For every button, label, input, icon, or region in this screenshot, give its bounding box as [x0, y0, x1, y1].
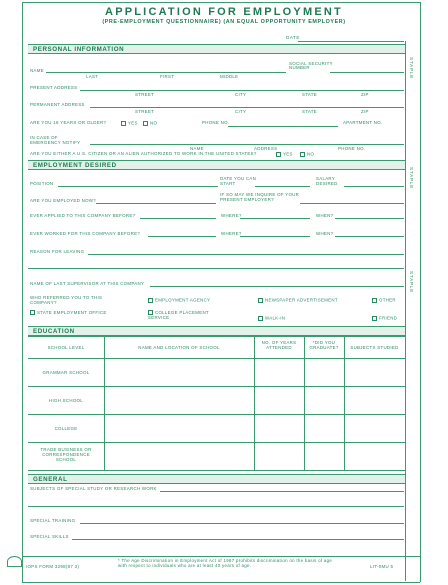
header-school-level: SCHOOL LEVEL	[47, 345, 85, 350]
header-years: NO. OF YEARS ATTENDED	[261, 340, 297, 351]
worked-when-field[interactable]	[335, 236, 404, 237]
row-college: COLLEGE	[54, 426, 78, 431]
age-question: ARE YOU 18 YEARS OR OLDER?	[30, 120, 107, 125]
emergency-field[interactable]	[90, 144, 404, 145]
position-field[interactable]	[58, 186, 218, 187]
bottom-border	[22, 582, 420, 583]
checkbox[interactable]	[121, 121, 126, 126]
special-study-field[interactable]	[160, 491, 404, 492]
reason-leaving-label: REASON FOR LEAVING	[30, 249, 85, 254]
special-study-field-2[interactable]	[28, 506, 404, 507]
middle-sublabel: MIDDLE	[220, 74, 239, 79]
footer-rule	[22, 556, 420, 557]
row-trade-school: TRADE BUSINESS OR CORRESPONDENCE SCHOOL	[40, 447, 92, 463]
checkbox[interactable]	[30, 310, 35, 315]
special-training-label: SPECIAL TRAINING	[30, 518, 76, 523]
newspaper-option[interactable]: NEWSPAPER ADVERTISEMENT	[258, 298, 338, 303]
row-divider	[28, 358, 405, 359]
citizen-question: ARE YOU EITHER A U.S. CITIZEN OR AN ALIEN AUTHORIZED TO WORK IN THE UNITED STATES?	[30, 151, 257, 156]
last-sublabel: LAST	[86, 74, 99, 79]
right-border	[420, 2, 421, 582]
left-border	[22, 2, 23, 582]
emergency-label: IN CASE OF EMERGENCY NOTIFY	[30, 135, 81, 145]
first-sublabel: FIRST	[160, 74, 175, 79]
present-address-field[interactable]	[80, 90, 404, 91]
worked-before-field[interactable]	[148, 236, 216, 237]
staple-label: STAPLE	[409, 57, 414, 80]
salary-label: SALARY DESIRED	[316, 176, 338, 186]
age-yes[interactable]: YES	[121, 121, 138, 126]
row-divider	[28, 386, 405, 387]
applied-where-label: WHERE?	[221, 213, 242, 218]
form-logo-icon	[7, 556, 22, 567]
employment-agency-option[interactable]: EMPLOYMENT AGENCY	[148, 298, 210, 303]
staple-label: STAPLE	[409, 271, 414, 294]
checkbox[interactable]	[300, 152, 305, 157]
inquire-field[interactable]	[300, 203, 404, 204]
employed-now-label: ARE YOU EMPLOYED NOW?	[30, 198, 96, 203]
reason-leaving-field[interactable]	[88, 254, 404, 255]
checkbox[interactable]	[143, 121, 148, 126]
present-address-label: PRESENT ADDRESS	[30, 85, 78, 90]
special-skills-label: SPECIAL SKILLS	[30, 534, 69, 539]
age-disclaimer: * The Age Discrimination in Employment Act of 1967 prohibits discrimination on the basis of age with respect to individuals who are at least 40 years of age.	[118, 558, 333, 569]
applied-before-field[interactable]	[140, 218, 216, 219]
last-supervisor-label: NAME OF LAST SUPERVISOR AT THIS COMPANY	[30, 281, 145, 286]
salary-field[interactable]	[344, 186, 404, 187]
form-subtitle: (PRE-EMPLOYMENT QUESTIONNAIRE) (AN EQUAL OPPORTUNITY EMPLOYER)	[102, 19, 346, 25]
applied-before-label: EVER APPLIED TO THIS COMPANY BEFORE?	[30, 213, 136, 218]
checkbox[interactable]	[148, 298, 153, 303]
city-sublabel: CITY	[235, 92, 247, 97]
worked-before-label: EVER WORKED FOR THIS COMPANY BEFORE?	[30, 231, 141, 236]
form-title: APPLICATION FOR EMPLOYMENT	[105, 6, 343, 18]
permanent-address-field[interactable]	[90, 107, 404, 108]
date-label: DATE	[286, 35, 300, 40]
walk-in-option[interactable]: WALK-IN	[258, 316, 285, 321]
row-divider	[28, 414, 405, 415]
citizen-no[interactable]: NO	[300, 152, 314, 157]
row-high-school: HIGH SCHOOL	[48, 398, 84, 403]
header-subjects: SUBJECTS STUDIED	[350, 345, 399, 350]
name-label: NAME	[30, 68, 44, 73]
date-field[interactable]	[298, 41, 404, 42]
state-sublabel: STATE	[302, 92, 317, 97]
applied-when-label: WHEN?	[316, 213, 334, 218]
form-number: IOPS FORM 3298(87 3)	[26, 564, 80, 569]
special-study-label: SUBJECTS OF SPECIAL STUDY OR RESEARCH WORK	[30, 486, 157, 491]
education-header: EDUCATION	[28, 326, 405, 336]
street-sublabel: STREET	[135, 109, 155, 114]
apartment-label: APARTMENT NO.	[343, 120, 383, 125]
margin-rule	[405, 41, 406, 581]
col-divider	[304, 337, 305, 470]
checkbox[interactable]	[276, 152, 281, 157]
ssn-field[interactable]	[330, 72, 404, 73]
city-sublabel: CITY	[235, 109, 247, 114]
last-supervisor-field[interactable]	[150, 286, 404, 287]
personal-info-header: PERSONAL INFORMATION	[28, 44, 405, 54]
applied-when-field[interactable]	[335, 218, 404, 219]
emergency-phone-sublabel: PHONE NO.	[338, 146, 366, 151]
general-header: GENERAL	[28, 474, 405, 484]
col-divider	[344, 337, 345, 470]
col-divider	[254, 337, 255, 470]
reason-leaving-field-2[interactable]	[28, 268, 404, 269]
employed-now-field[interactable]	[96, 203, 216, 204]
inquire-label: IF SO MAY WE INQUIRE OF YOUR PRESENT EMPLOYER?	[220, 192, 300, 202]
form-code: LIT-0MU 5	[370, 564, 394, 569]
applied-where-field[interactable]	[240, 218, 310, 219]
special-skills-field[interactable]	[72, 539, 404, 540]
worked-where-label: WHERE?	[221, 231, 242, 236]
position-label: POSITION	[30, 181, 54, 186]
checkbox[interactable]	[372, 298, 377, 303]
age-no[interactable]: NO	[143, 121, 157, 126]
other-option[interactable]: OTHER	[372, 298, 396, 303]
zip-sublabel: ZIP	[361, 109, 369, 114]
row-divider	[28, 442, 405, 443]
checkbox[interactable]	[258, 298, 263, 303]
worked-when-label: WHEN?	[316, 231, 334, 236]
phone-label: PHONE NO.	[202, 120, 230, 125]
date-start-label: DATE YOU CAN START	[220, 176, 257, 186]
emergency-address-sublabel: ADDRESS	[254, 146, 278, 151]
staple-label: STAPLE	[409, 167, 414, 190]
street-sublabel: STREET	[135, 92, 155, 97]
phone-field[interactable]	[228, 126, 338, 127]
worked-where-field[interactable]	[240, 236, 310, 237]
employment-desired-header: EMPLOYMENT DESIRED	[28, 160, 405, 170]
college-placement-option[interactable]: COLLEGE PLACEMENT SERVICE	[148, 310, 209, 321]
ssn-label: SOCIAL SECURITY NUMBER	[289, 61, 333, 71]
state-sublabel: STATE	[302, 109, 317, 114]
friend-option[interactable]: FRIEND	[372, 316, 397, 321]
zip-sublabel: ZIP	[361, 92, 369, 97]
education-table	[28, 336, 405, 471]
col-divider	[104, 337, 105, 470]
row-grammar-school: GRAMMAR SCHOOL	[42, 370, 90, 375]
permanent-address-label: PERMANENT ADDRESS	[30, 102, 85, 107]
header-school-name: NAME AND LOCATION OF SCHOOL	[138, 345, 220, 350]
citizen-yes[interactable]: YES	[276, 152, 293, 157]
name-field[interactable]	[46, 72, 286, 73]
checkbox[interactable]	[258, 316, 263, 321]
state-office-option[interactable]: STATE EMPLOYMENT OFFICE	[30, 310, 110, 315]
date-start-field[interactable]	[255, 186, 310, 187]
referred-label: WHO REFERRED YOU TO THIS COMPANY?	[30, 295, 103, 305]
header-graduate: *DID YOU GRADUATE?	[309, 340, 339, 351]
special-training-field[interactable]	[80, 523, 404, 524]
checkbox[interactable]	[372, 316, 377, 321]
top-border	[22, 2, 420, 3]
emergency-name-sublabel: NAME	[190, 146, 204, 151]
